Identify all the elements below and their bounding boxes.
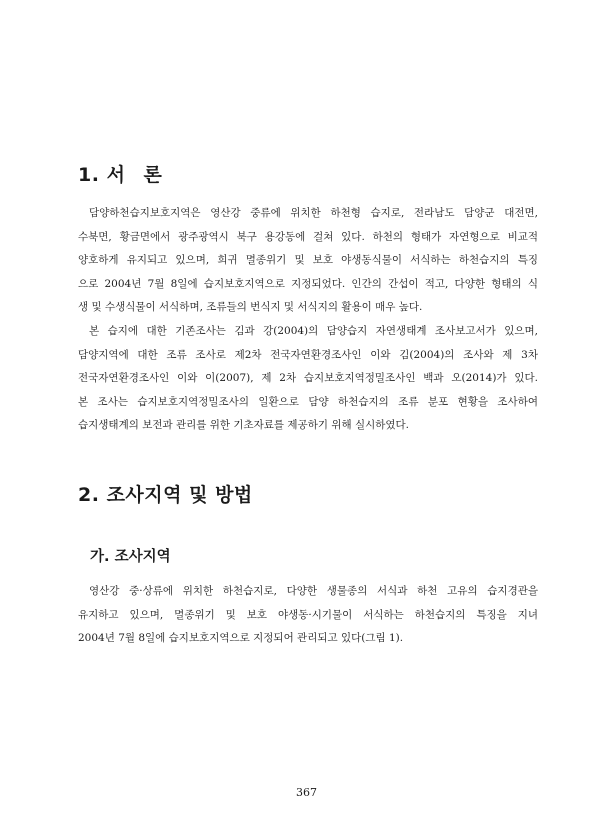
section-title: 서 론 [106, 164, 168, 186]
text-line: 전국자연환경조사인 이와 이(2007), 제 2차 습지보호지역정밀조사인 백과 오(2014)가 있다. [78, 372, 538, 384]
intro-paragraph-2 [78, 320, 538, 438]
section-heading-introduction [78, 160, 168, 187]
text-line: 생 및 수생식물이 서식하며, 조류들의 번식지 및 서식지의 활용이 매우 높다. [78, 301, 423, 313]
text-line: 수북면, 황금면에서 광주광역시 북구 용강동에 걸쳐 있다. 하천의 형태가 자연형으로 비교적 [78, 230, 538, 243]
section-heading-methods [78, 480, 253, 507]
text-line: 습지생태계의 보전과 관리를 위한 기초자료를 제공하기 위해 실시하였다. [78, 419, 409, 431]
section-title: 조사지역 및 방법 [106, 484, 253, 506]
text-line: 2004년 7월 8일에 습지보호지역으로 지정되어 관리되고 있다(그림 1). [78, 632, 404, 644]
section-number: 1. [78, 164, 100, 186]
text-line: 담양하천습지보호지역은 영산강 중류에 위치한 하천형 습지로, 전라남도 담양군 대전면, [89, 207, 538, 219]
text-line: 으로 2004년 7월 8일에 습지보호지역으로 지정되었다. 인간의 간섭이 적고, 다양한 형태의 식 [78, 277, 538, 290]
section-number: 2. [78, 484, 100, 506]
study-area-paragraph [78, 580, 538, 651]
subsection-number: 가. [90, 549, 110, 565]
intro-paragraph-1 [78, 202, 538, 320]
text-line: 양호하게 유지되고 있으며, 희귀 멸종위기 및 보호 야생동식물이 서식하는 하천습지의 특징 [78, 254, 538, 266]
text-line: 담양지역에 대한 조류 조사로 제2차 전국자연환경조사인 이와 김(2004)의 조사와 제 3차 [78, 348, 538, 361]
subsection-heading-study-area [90, 545, 171, 566]
text-line: 본 조사는 습지보호지역정밀조사의 일환으로 담양 하천습지의 조류 분포 현황을 조사하여 [78, 395, 538, 408]
page-number: 367 [296, 786, 317, 799]
subsection-title: 조사지역 [114, 549, 171, 565]
text-line: 영산강 중·상류에 위치한 하천습지로, 다양한 생물종의 서식과 하천 고유의 습지경관을 [89, 585, 538, 597]
text-line: 유지하고 있으며, 멸종위기 및 보호 야생동·시기물이 서식하는 하천습지의 특징을 지녀 [78, 608, 538, 621]
text-line: 본 습지에 대한 기존조사는 김과 강(2004)의 담양습지 자연생태계 조사보고서가 있으며, [89, 325, 538, 337]
